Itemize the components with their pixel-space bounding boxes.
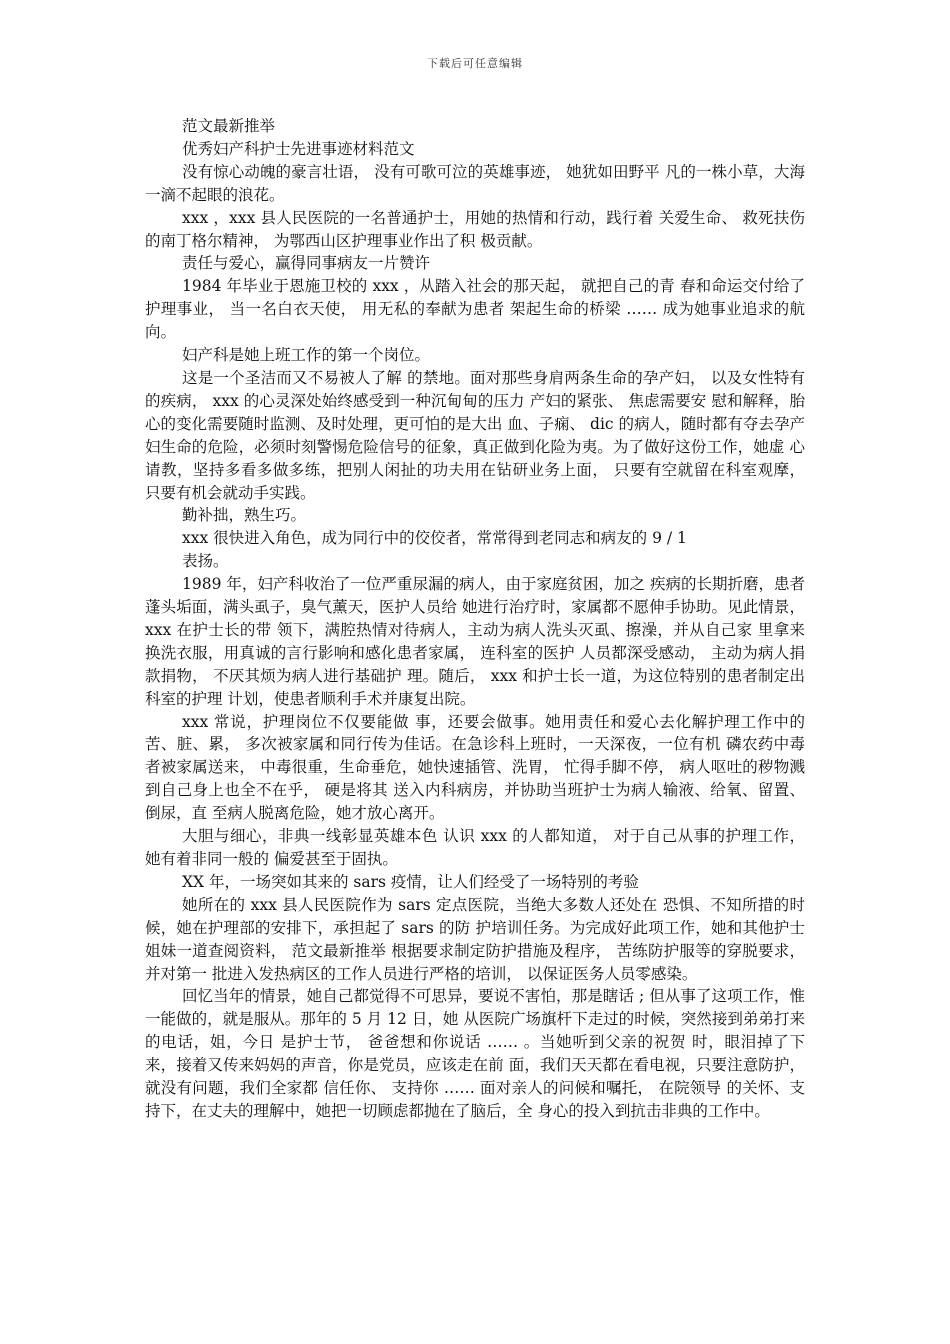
paragraph: 回忆当年的情景，她自己都觉得不可思异，要说不害怕，那是瞎话 ; 但从事了这项工作，惟一能做的，就是服从。那年的 5 月 12 日，她 从医院广场旗杆下走过的时候，突然接到弟弟打来的电话，姐，今日 是护士节， 爸爸想和你说话 …… 。当她听到父亲的祝贺 时，眼泪掉了下来，接着又传来妈妈的声音，你是党员，应该走在前 面，我们天天都在看电视，只要注意防护，就没有问题，我们全家都 信任你、 支持你 …… 面对亲人的问候和嘱托， 在院领导 的关怀、支持下，在丈夫的理解中，她把一切顾虑都抛在了脑后，全 身心的投入到抗击非典的工作中。	[145, 987, 805, 1120]
document-title: 优秀妇产科护士先进事迹材料范文	[182, 139, 415, 158]
paragraph: xxx ，xxx 县人民医院的一名普通护士，用她的热情和行动，践行着 关爱生命、 救死扶伤的南丁格尔精神， 为鄂西山区护理事业作出了积 极贡献。	[145, 208, 805, 250]
paragraph: 1989 年，妇产科收治了一位严重尿漏的病人，由于家庭贫困，加之 疾病的长期折磨，患者蓬头垢面，满头虱子，臭气薰天，医护人员给 她进行治疗时，家属都不愿伸手协助。见此情景， xxx 在护士长的带 领下，满腔热情对待病人，主动为病人洗头灭虱、擦澡，并从自己家 里拿来换洗衣服，用真诚的言行影响和感化患者家属， 连科室的医护 人员都深受感动， 主动为病人捐款捐物， 不厌其烦为病人进行基础护 理。随后， xxx 和护士长一道，为这位特别的患者制定出科室的护理 计划，使患者顺利手术并康复出院。	[145, 575, 805, 708]
paragraph: 表扬。	[182, 552, 229, 571]
document-body	[145, 115, 805, 1123]
paragraph: 她所在的 xxx 县人民医院作为 sars 定点医院，当绝大多数人还处在 恐惧、不知所措的时候，她在护理部的安排下，承担起了 sars 的防 护培训任务。为完成好此项工作，她和其他护士姐妹一道查阅资料， 范文最新推举 根据要求制定防护措施及程序， 苦练防护服等的穿脱要求， 并对第一 批进入发热病区的工作人员进行严格的培训， 以保证医务人员零感染。	[145, 895, 805, 983]
page-header: 下载后可任意编辑	[427, 57, 523, 70]
section-heading: 责任与爱心，赢得同事病友一片赞许	[182, 254, 431, 273]
paragraph: 没有惊心动魄的豪言壮语， 没有可歌可泣的英雄事迹， 她犹如田野平 凡的一株小草，大海一滴不起眼的浪花。	[145, 162, 805, 204]
paragraph: 范文最新推举	[182, 117, 276, 135]
paragraph: 妇产科是她上班工作的第一个岗位。	[182, 346, 431, 365]
paragraph: XX 年，一场突如其来的 sars 疫情，让人们经受了一场特别的考验	[182, 872, 639, 891]
paragraph: 这是一个圣洁而又不易被人了解 的禁地。面对那些身肩两条生命的孕产妇， 以及女性特有的疾病， xxx 的心灵深处始终感受到一种沉甸甸的压力 产妇的紧张、 焦虑需要安 慰和解释，胎心的变化需要随时监测、及时处理，更可怕的是大出 血、子痫、 dic 的病人，随时都有夺去孕产妇生命的危险，必须时刻警惕危险信号的征象，真正做到化险为夷。为了做好这份工作，她虚 心请教，坚持多看多做多练，把别人闲扯的功夫用在钻研业务上面， 只要有空就留在科室观摩， 只要有机会就动手实践。	[145, 368, 805, 502]
paragraph: 大胆与细心，非典一线彰显英雄本色 认识 xxx 的人都知道， 对于自己从事的护理工作， 她有着非同一般的 偏爱甚至于固执。	[145, 827, 805, 868]
paragraph: 勤补拙，熟生巧。	[182, 506, 307, 525]
paragraph: xxx 很快进入角色，成为同行中的佼佼者，常常得到老同志和病友的 9 / 1	[182, 529, 687, 548]
paragraph: 1984 年毕业于恩施卫校的 xxx ，从踏入社会的那天起， 就把自己的青 春和命运交付给了护理事业， 当一名白衣天使， 用无私的奉献为患者 架起生命的桥梁 …… 成为她事业追求的航向。	[145, 277, 805, 342]
paragraph: xxx 常说，护理岗位不仅要能做 事，还要会做事。她用责任和爱心去化解护理工作中的苦、脏、累， 多次被家属和同行传为佳话。在急诊科上班时，一天深夜，一位有机 磷农药中毒者被家属送来， 中毒很重，生命垂危，她快速插管、洗胃， 忙得手脚不停， 病人呕吐的秽物溅到自己身上也全不在乎， 硬是将其 送入内科病房，并协助当班护士为病人输液、给氧、留置、倒尿，直 至病人脱离危险，她才放心离开。	[145, 712, 805, 823]
